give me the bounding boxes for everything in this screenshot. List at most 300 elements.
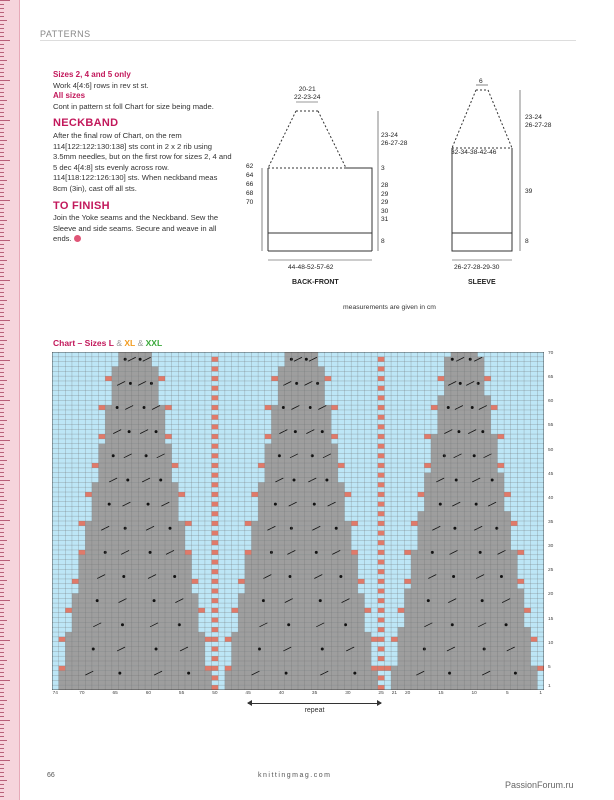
instructions-column bbox=[53, 70, 233, 245]
bobble-symbol bbox=[479, 551, 482, 554]
divider-stitch bbox=[212, 637, 219, 642]
chart-row-fill bbox=[72, 608, 198, 613]
ruler-tick bbox=[0, 720, 10, 721]
column-label: 20 bbox=[405, 691, 411, 696]
chart-row-fill bbox=[232, 656, 372, 661]
chart-row-fill bbox=[278, 371, 325, 376]
chart-row-fill bbox=[278, 395, 325, 400]
ruler-tick bbox=[0, 212, 4, 213]
chart-row-fill bbox=[99, 463, 172, 468]
ruler-tick bbox=[0, 96, 4, 97]
chart-row-fill bbox=[285, 352, 318, 357]
ruler-tick bbox=[0, 16, 4, 17]
chart-row-fill bbox=[278, 376, 325, 381]
decrease-marker bbox=[185, 550, 192, 555]
chart-row-fill bbox=[232, 661, 372, 666]
ruler-tick bbox=[0, 648, 4, 649]
divider-stitch bbox=[378, 598, 385, 603]
ruler-tick bbox=[0, 536, 4, 537]
chart-row-fill bbox=[105, 434, 165, 439]
ruler-tick bbox=[0, 204, 4, 205]
chart-row-fill bbox=[265, 449, 338, 454]
chart-row-fill bbox=[85, 531, 185, 536]
decrease-marker bbox=[511, 521, 518, 526]
ruler-tick bbox=[0, 792, 4, 793]
bobble-symbol bbox=[150, 382, 153, 385]
row-label: 20 bbox=[548, 592, 554, 598]
decrease-marker bbox=[438, 376, 445, 381]
divider-stitch bbox=[378, 540, 385, 545]
ruler-tick bbox=[0, 20, 7, 21]
bobble-symbol bbox=[92, 647, 95, 650]
chart-row-fill bbox=[112, 366, 159, 371]
ruler-tick bbox=[0, 552, 4, 553]
ruler-tick bbox=[0, 596, 4, 597]
row-label: 1 bbox=[548, 684, 551, 690]
ruler-tick bbox=[0, 24, 4, 25]
divider-stitch bbox=[378, 579, 385, 584]
chart-row-fill bbox=[59, 676, 212, 681]
ruler-tick bbox=[0, 788, 4, 789]
ruler-tick bbox=[0, 304, 4, 305]
chart-row-fill bbox=[112, 386, 159, 391]
back-front-diagram bbox=[240, 78, 410, 293]
bobble-symbol bbox=[353, 672, 356, 675]
decrease-marker bbox=[345, 492, 352, 497]
decrease-marker bbox=[418, 492, 425, 497]
decrease-marker bbox=[497, 463, 504, 468]
sleeve-cuff: 26-27-28-29-30 bbox=[454, 264, 500, 271]
page-header bbox=[40, 24, 91, 42]
chart-row-fill bbox=[258, 497, 344, 502]
decrease-marker bbox=[331, 434, 338, 439]
bf-top-width: 20-21 22-23-24 bbox=[294, 86, 321, 101]
chart-row-fill bbox=[112, 376, 159, 381]
ruler-tick bbox=[0, 300, 7, 301]
column-label: 55 bbox=[178, 691, 185, 696]
sleeve-cap-depth: 23-24 26-27-28 bbox=[525, 114, 552, 129]
ruler-tick bbox=[0, 172, 4, 173]
divider-stitch bbox=[378, 357, 385, 362]
bobble-symbol bbox=[431, 551, 434, 554]
divider-stitch bbox=[212, 405, 219, 410]
decrease-marker bbox=[351, 521, 358, 526]
divider-stitch bbox=[378, 647, 385, 652]
chart-row-fill bbox=[238, 613, 364, 618]
chart-row-fill bbox=[118, 362, 151, 367]
bf-yoke-depth: 23-24 26-27-28 bbox=[381, 132, 408, 147]
chart-row-fill bbox=[65, 642, 205, 647]
divider-stitch bbox=[378, 415, 385, 420]
decrease-marker bbox=[65, 608, 72, 613]
ruler-tick bbox=[0, 412, 4, 413]
ruler-tick bbox=[0, 628, 4, 629]
ruler-tick bbox=[0, 540, 7, 541]
bobble-symbol bbox=[121, 623, 124, 626]
ruler-tick bbox=[0, 336, 4, 337]
ruler-tick bbox=[0, 8, 4, 9]
decrease-marker bbox=[404, 550, 411, 555]
chart-row-fill bbox=[238, 627, 364, 632]
ruler-tick bbox=[0, 148, 4, 149]
bobble-symbol bbox=[289, 575, 292, 578]
finish-text-body: Join the Yoke seams and the Neckband. Sew the Sleeve and side seams. Secure and weave in all ends. bbox=[53, 213, 219, 244]
ruler-tick bbox=[0, 72, 4, 73]
ruler-tick bbox=[0, 152, 4, 153]
ruler-tick bbox=[0, 772, 4, 773]
chart-row-numbers bbox=[548, 352, 562, 690]
divider-stitch bbox=[212, 550, 219, 555]
chart-row-fill bbox=[258, 482, 344, 487]
decrease-marker bbox=[59, 666, 66, 671]
chart-row-fill bbox=[79, 555, 192, 560]
divider-stitch bbox=[212, 463, 219, 468]
bobble-symbol bbox=[116, 406, 119, 409]
chart-row-fill bbox=[251, 540, 351, 545]
divider-stitch bbox=[212, 434, 219, 439]
ruler-tick bbox=[0, 568, 4, 569]
ruler-tick bbox=[0, 644, 4, 645]
bobble-symbol bbox=[339, 575, 342, 578]
ruler-tick bbox=[0, 68, 4, 69]
chart-row-fill bbox=[225, 680, 378, 685]
row-label: 60 bbox=[548, 399, 554, 405]
decrease-marker bbox=[99, 434, 106, 439]
knitting-chart bbox=[52, 352, 544, 690]
bobble-symbol bbox=[427, 599, 430, 602]
bobble-symbol bbox=[453, 527, 456, 530]
decrease-marker bbox=[384, 666, 391, 671]
ruler-tick bbox=[0, 252, 4, 253]
divider-stitch bbox=[378, 589, 385, 594]
chart-row-fill bbox=[92, 487, 178, 492]
ruler-tick bbox=[0, 764, 4, 765]
ruler-tick bbox=[0, 368, 4, 369]
bobble-symbol bbox=[187, 672, 190, 675]
ruler-tick bbox=[0, 348, 4, 349]
divider-stitch bbox=[212, 482, 219, 487]
divider-stitch bbox=[378, 676, 385, 681]
chart-row-fill bbox=[225, 676, 378, 681]
column-label: 30 bbox=[345, 691, 351, 696]
ruler-tick bbox=[0, 480, 10, 481]
ruler-tick bbox=[0, 28, 4, 29]
ruler-tick bbox=[0, 680, 10, 681]
decrease-marker bbox=[72, 579, 79, 584]
decrease-marker bbox=[79, 521, 86, 526]
divider-stitch bbox=[212, 666, 219, 671]
column-label: 70 bbox=[79, 691, 85, 696]
chart-row-fill bbox=[278, 391, 325, 396]
chart-row-fill bbox=[72, 618, 198, 623]
decrease-marker bbox=[325, 376, 332, 381]
ruler-tick bbox=[0, 208, 4, 209]
ruler-tick bbox=[0, 32, 4, 33]
ruler-tick bbox=[0, 196, 4, 197]
ruler-tick bbox=[0, 236, 4, 237]
ruler-tick bbox=[0, 352, 4, 353]
chart-row-fill bbox=[92, 516, 178, 521]
all-sizes-heading: All sizes bbox=[53, 91, 86, 101]
divider-stitch bbox=[378, 618, 385, 623]
bobble-symbol bbox=[451, 623, 454, 626]
ruler-tick bbox=[0, 724, 4, 725]
divider-stitch bbox=[212, 444, 219, 449]
divider-stitch bbox=[212, 531, 219, 536]
ruler-tick bbox=[0, 76, 4, 77]
ruler-tick bbox=[0, 140, 7, 141]
chart-row-fill bbox=[258, 487, 344, 492]
ruler-tick bbox=[0, 488, 4, 489]
chart-row-fill bbox=[72, 603, 198, 608]
section-label: PATTERNS bbox=[40, 29, 91, 39]
ruler-tick bbox=[0, 64, 4, 65]
decrease-marker bbox=[338, 463, 345, 468]
decrease-marker bbox=[358, 579, 365, 584]
ruler-tick bbox=[0, 744, 4, 745]
ruler-tick bbox=[0, 428, 4, 429]
chart-row-fill bbox=[92, 511, 178, 516]
sleeve-diagram bbox=[440, 78, 570, 293]
ruler-tick bbox=[0, 316, 4, 317]
bf-underarm: 3 bbox=[381, 165, 385, 172]
ruler-tick bbox=[0, 0, 10, 1]
bf-width: 44-48-52-57-62 bbox=[288, 264, 334, 271]
ruler-tick bbox=[0, 4, 4, 5]
chart-row-fill bbox=[265, 458, 338, 463]
divider-stitch bbox=[378, 521, 385, 526]
ruler-tick bbox=[0, 164, 4, 165]
chart-row-fill bbox=[265, 473, 338, 478]
ruler-tick bbox=[0, 472, 4, 473]
decrease-marker bbox=[158, 376, 165, 381]
ruler-tick bbox=[0, 216, 4, 217]
chart-row-fill bbox=[265, 468, 338, 473]
ruler-tick bbox=[0, 556, 4, 557]
ruler-tick bbox=[0, 696, 4, 697]
ruler-tick bbox=[0, 608, 4, 609]
divider-stitch bbox=[378, 492, 385, 497]
ruler-tick bbox=[0, 116, 4, 117]
bobble-symbol bbox=[258, 647, 261, 650]
divider-stitch bbox=[212, 415, 219, 420]
arrow-right-icon bbox=[377, 700, 382, 706]
bobble-symbol bbox=[155, 430, 158, 433]
ruler-tick bbox=[0, 380, 7, 381]
divider-stitch bbox=[212, 656, 219, 661]
decrease-marker bbox=[431, 405, 438, 410]
chart-row-fill bbox=[225, 685, 378, 690]
divider-stitch bbox=[378, 424, 385, 429]
decrease-marker bbox=[251, 492, 258, 497]
ruler-tick bbox=[0, 444, 4, 445]
ruler-tick bbox=[0, 664, 4, 665]
ruler-tick bbox=[0, 440, 10, 441]
chart-row-fill bbox=[79, 584, 192, 589]
decrease-marker bbox=[424, 463, 431, 468]
ruler-tick bbox=[0, 760, 10, 761]
decrease-marker bbox=[99, 405, 106, 410]
ruler-tick bbox=[0, 532, 4, 533]
ruler-tick bbox=[0, 624, 4, 625]
ruler-tick bbox=[0, 736, 4, 737]
ruler-tick bbox=[0, 728, 4, 729]
column-label: 5 bbox=[506, 691, 509, 696]
decrease-marker bbox=[245, 550, 252, 555]
divider-stitch bbox=[378, 627, 385, 632]
bobble-symbol bbox=[457, 430, 460, 433]
ruler-tick bbox=[0, 124, 4, 125]
divider-stitch bbox=[378, 531, 385, 536]
decrease-marker bbox=[79, 550, 86, 555]
bobble-symbol bbox=[293, 478, 296, 481]
bobble-symbol bbox=[278, 454, 281, 457]
sleeve-caption: SLEEVE bbox=[468, 279, 496, 286]
ruler-tick bbox=[0, 572, 4, 573]
bobble-symbol bbox=[475, 503, 478, 506]
ruler-tick bbox=[0, 584, 4, 585]
divider-stitch bbox=[378, 511, 385, 516]
ruler-tick bbox=[0, 560, 10, 561]
ruler-tick bbox=[0, 320, 10, 321]
ruler-tick bbox=[0, 704, 4, 705]
ruler-tick bbox=[0, 328, 4, 329]
measurements-note: measurements are given in cm bbox=[343, 304, 436, 311]
ruler-tick bbox=[0, 700, 7, 701]
bobble-symbol bbox=[473, 454, 476, 457]
ruler-tick bbox=[0, 340, 7, 341]
chart-row-fill bbox=[85, 540, 185, 545]
ruler-tick bbox=[0, 548, 4, 549]
ruler-tick bbox=[0, 100, 7, 101]
chart-row-fill bbox=[251, 521, 351, 526]
divider-stitch bbox=[212, 502, 219, 507]
divider-stitch bbox=[378, 366, 385, 371]
row-label: 35 bbox=[548, 520, 554, 525]
decrease-marker bbox=[232, 608, 239, 613]
divider-stitch bbox=[378, 666, 385, 671]
ruler-tick bbox=[0, 684, 4, 685]
chart-row-fill bbox=[65, 656, 205, 661]
ruler-tick bbox=[0, 36, 4, 37]
ruler-tick bbox=[0, 588, 4, 589]
bobble-symbol bbox=[305, 358, 308, 361]
ruler-tick bbox=[0, 500, 7, 501]
bobble-symbol bbox=[315, 551, 318, 554]
bobble-symbol bbox=[129, 382, 132, 385]
divider-stitch bbox=[378, 560, 385, 565]
ruler-tick bbox=[0, 712, 4, 713]
decrease-marker bbox=[531, 637, 538, 642]
chart-row-fill bbox=[92, 507, 178, 512]
chart-row-fill bbox=[112, 395, 159, 400]
ruler-tick bbox=[0, 260, 7, 261]
bobble-symbol bbox=[319, 599, 322, 602]
sizes-text: Work 4[4:6] rows in rev st st. bbox=[53, 80, 149, 90]
row-label: 15 bbox=[548, 616, 554, 622]
ruler-tick bbox=[0, 456, 4, 457]
decrease-marker bbox=[59, 637, 66, 642]
header-divider bbox=[40, 40, 576, 41]
bobble-symbol bbox=[491, 478, 494, 481]
row-label: 65 bbox=[548, 375, 554, 381]
decrease-marker bbox=[411, 521, 418, 526]
decrease-marker bbox=[185, 521, 192, 526]
chart-row-fill bbox=[232, 632, 372, 637]
column-label: 35 bbox=[311, 691, 318, 696]
bobble-symbol bbox=[274, 503, 277, 506]
ruler-tick bbox=[0, 56, 4, 57]
chart-row-fill bbox=[65, 661, 205, 666]
chart-row-fill bbox=[238, 603, 364, 608]
ruler-tick bbox=[0, 688, 4, 689]
chart-row-fill bbox=[59, 680, 212, 685]
ruler-tick bbox=[0, 80, 10, 81]
chart-title-prefix: Chart – Sizes bbox=[53, 338, 109, 348]
ruler-tick bbox=[0, 616, 4, 617]
bobble-symbol bbox=[128, 430, 131, 433]
divider-stitch bbox=[378, 405, 385, 410]
row-label: 40 bbox=[548, 495, 554, 501]
chart-row-fill bbox=[79, 589, 192, 594]
chart-row-fill bbox=[65, 632, 205, 637]
watermark: PassionForum.ru bbox=[505, 780, 574, 790]
chart-row-fill bbox=[278, 386, 325, 391]
ruler-tick bbox=[0, 308, 4, 309]
ruler-tick bbox=[0, 732, 4, 733]
row-label: 45 bbox=[548, 471, 554, 477]
ruler-tick bbox=[0, 128, 4, 129]
page-number: 66 bbox=[47, 772, 55, 779]
ruler-tick bbox=[0, 192, 4, 193]
ruler-tick bbox=[0, 612, 4, 613]
ruler-tick bbox=[0, 692, 4, 693]
ruler-tick bbox=[0, 324, 4, 325]
ruler-tick bbox=[0, 232, 4, 233]
chart-row-fill bbox=[245, 579, 358, 584]
chart-row-fill bbox=[285, 362, 318, 367]
ruler-tick bbox=[0, 136, 4, 137]
ruler-tick bbox=[0, 384, 4, 385]
sleeve-length: 39 bbox=[525, 188, 533, 195]
decrease-marker bbox=[105, 376, 112, 381]
ruler-tick bbox=[0, 292, 4, 293]
bobble-symbol bbox=[139, 358, 142, 361]
bobble-symbol bbox=[316, 382, 319, 385]
ruler-tick bbox=[0, 460, 7, 461]
decrease-marker bbox=[198, 608, 205, 613]
divider-stitch bbox=[378, 656, 385, 661]
decrease-marker bbox=[192, 579, 199, 584]
ruler-tick bbox=[0, 652, 4, 653]
divider-stitch bbox=[212, 627, 219, 632]
ruler-tick bbox=[0, 716, 4, 717]
column-label: 1 bbox=[539, 691, 543, 696]
bobble-symbol bbox=[335, 527, 338, 530]
chart-row-fill bbox=[59, 685, 212, 690]
ruler-tick bbox=[0, 748, 4, 749]
bf-caption: BACK-FRONT bbox=[292, 279, 339, 286]
bobble-symbol bbox=[448, 672, 451, 675]
ruler-tick bbox=[0, 112, 4, 113]
column-label: 60 bbox=[145, 691, 152, 696]
ruler-tick bbox=[0, 160, 10, 161]
arrow-left-icon bbox=[247, 700, 252, 706]
bobble-symbol bbox=[439, 503, 442, 506]
bf-total-length: 62 64 66 68 70 bbox=[246, 163, 254, 206]
ruler-tick bbox=[0, 476, 4, 477]
bobble-symbol bbox=[96, 599, 99, 602]
